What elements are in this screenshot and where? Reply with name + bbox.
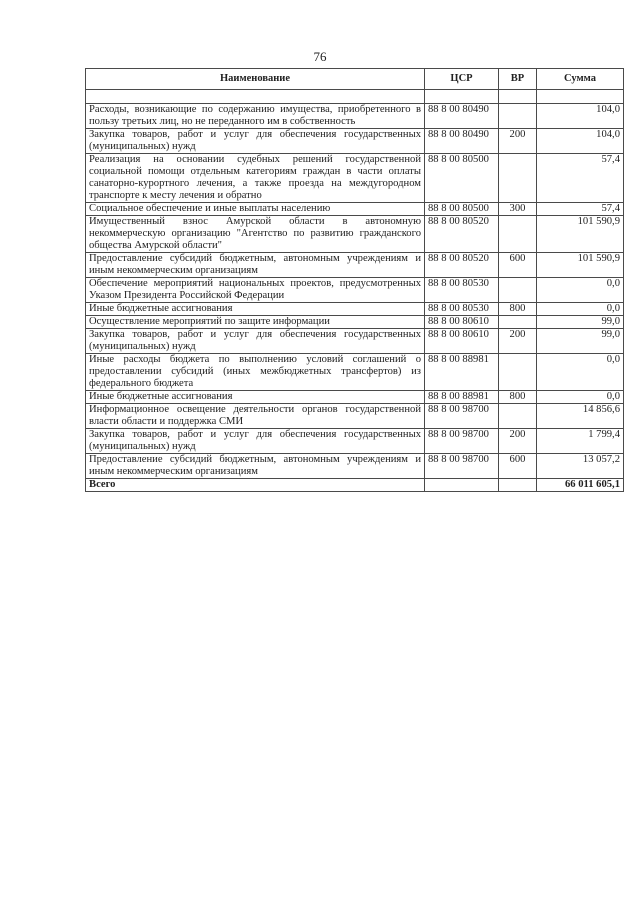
cell-csr: 88 8 00 80520 bbox=[425, 253, 499, 278]
cell-sum: 101 590,9 bbox=[537, 216, 624, 253]
cell-csr: 88 8 00 80520 bbox=[425, 216, 499, 253]
table-row bbox=[86, 391, 624, 404]
cell-name: Предоставление субсидий бюджетным, автономным учреждениям и иным некоммерческим организациям bbox=[86, 454, 425, 479]
cell-name: Расходы, возникающие по содержанию имущества, приобретенного в пользу третьих лиц, но не переданного им в собственность bbox=[86, 104, 425, 129]
cell-csr: 88 8 00 80500 bbox=[425, 154, 499, 203]
cell-vr bbox=[499, 316, 537, 329]
cell-vr bbox=[499, 216, 537, 253]
table-row bbox=[86, 129, 624, 154]
cell-vr: 200 bbox=[499, 329, 537, 354]
cell-csr: 88 8 00 98700 bbox=[425, 429, 499, 454]
cell-name: Социальное обеспечение и иные выплаты населению bbox=[86, 203, 425, 216]
cell-sum: 0,0 bbox=[537, 278, 624, 303]
cell-csr: 88 8 00 80530 bbox=[425, 303, 499, 316]
cell-vr: 600 bbox=[499, 454, 537, 479]
cell-sum: 57,4 bbox=[537, 154, 624, 203]
page-number: 76 bbox=[313, 49, 327, 64]
cell-name: Информационное освещение деятельности органов государственной власти области и поддержка СМИ bbox=[86, 404, 425, 429]
cell-vr: 600 bbox=[499, 253, 537, 278]
table-row bbox=[86, 104, 624, 129]
cell-name: Осуществление мероприятий по защите информации bbox=[86, 316, 425, 329]
cell-vr bbox=[499, 354, 537, 391]
cell-vr: 800 bbox=[499, 303, 537, 316]
cell-csr: 88 8 00 80490 bbox=[425, 129, 499, 154]
cell-vr: 200 bbox=[499, 429, 537, 454]
cell-name: Закупка товаров, работ и услуг для обеспечения государственных (муниципальных) нужд bbox=[86, 129, 425, 154]
table-row bbox=[86, 454, 624, 479]
table-row bbox=[86, 203, 624, 216]
cell-name: Закупка товаров, работ и услуг для обеспечения государственных (муниципальных) нужд bbox=[86, 329, 425, 354]
total-empty-cell bbox=[425, 479, 499, 492]
cell-vr bbox=[499, 104, 537, 129]
total-row bbox=[86, 479, 624, 492]
cell-name: Предоставление субсидий бюджетным, автономным учреждениям и иным некоммерческим организациям bbox=[86, 253, 425, 278]
total-empty-cell bbox=[499, 479, 537, 492]
cell-sum: 99,0 bbox=[537, 329, 624, 354]
cell-name: Иные бюджетные ассигнования bbox=[86, 391, 425, 404]
cell-sum: 101 590,9 bbox=[537, 253, 624, 278]
cell-sum: 99,0 bbox=[537, 316, 624, 329]
total-label: Всего bbox=[86, 479, 425, 492]
spacer-cell bbox=[499, 90, 537, 104]
cell-sum: 13 057,2 bbox=[537, 454, 624, 479]
table-row bbox=[86, 404, 624, 429]
table-row bbox=[86, 329, 624, 354]
spacer-cell bbox=[86, 90, 425, 104]
cell-sum: 1 799,4 bbox=[537, 429, 624, 454]
cell-csr: 88 8 00 80530 bbox=[425, 278, 499, 303]
cell-csr: 88 8 00 80610 bbox=[425, 329, 499, 354]
table-row bbox=[86, 253, 624, 278]
total-sum: 66 011 605,1 bbox=[537, 479, 624, 492]
header-csr: ЦСР bbox=[425, 69, 499, 90]
cell-name: Обеспечение мероприятий национальных проектов, предусмотренных Указом Президента Российской Федерации bbox=[86, 278, 425, 303]
cell-sum: 57,4 bbox=[537, 203, 624, 216]
cell-sum: 104,0 bbox=[537, 129, 624, 154]
cell-vr: 300 bbox=[499, 203, 537, 216]
cell-csr: 88 8 00 80610 bbox=[425, 316, 499, 329]
cell-vr: 200 bbox=[499, 129, 537, 154]
cell-vr bbox=[499, 154, 537, 203]
table-row bbox=[86, 429, 624, 454]
table-row bbox=[86, 316, 624, 329]
table-row bbox=[86, 278, 624, 303]
table-header-row bbox=[86, 69, 624, 90]
budget-table bbox=[85, 68, 624, 492]
table-row bbox=[86, 303, 624, 316]
spacer-row bbox=[86, 90, 624, 104]
cell-csr: 88 8 00 98700 bbox=[425, 454, 499, 479]
cell-csr: 88 8 00 98700 bbox=[425, 404, 499, 429]
table-row bbox=[86, 216, 624, 253]
cell-name: Имущественный взнос Амурской области в автономную некоммерческую организацию "Агентство по развитию гражданского общества Амурской области" bbox=[86, 216, 425, 253]
cell-name: Иные расходы бюджета по выполнению условий соглашений о предоставлении субсидий (иных межбюджетных трансфертов) из федерального бюджета bbox=[86, 354, 425, 391]
table-row bbox=[86, 354, 624, 391]
header-vr: ВР bbox=[499, 69, 537, 90]
cell-name: Реализация на основании судебных решений государственной социальной помощи отдельным категориям граждан в части оплаты санаторно-курортного лечения, а также проезда на междугородном транспорте к месту лечения и обратно bbox=[86, 154, 425, 203]
cell-sum: 0,0 bbox=[537, 391, 624, 404]
cell-csr: 88 8 00 88981 bbox=[425, 391, 499, 404]
cell-sum: 14 856,6 bbox=[537, 404, 624, 429]
cell-vr: 800 bbox=[499, 391, 537, 404]
header-sum: Сумма bbox=[537, 69, 624, 90]
cell-csr: 88 8 00 80490 bbox=[425, 104, 499, 129]
cell-vr bbox=[499, 278, 537, 303]
cell-vr bbox=[499, 404, 537, 429]
header-name: Наименование bbox=[86, 69, 425, 90]
cell-csr: 88 8 00 80500 bbox=[425, 203, 499, 216]
spacer-cell bbox=[425, 90, 499, 104]
cell-sum: 0,0 bbox=[537, 354, 624, 391]
cell-name: Иные бюджетные ассигнования bbox=[86, 303, 425, 316]
cell-sum: 104,0 bbox=[537, 104, 624, 129]
table-row bbox=[86, 154, 624, 203]
cell-csr: 88 8 00 88981 bbox=[425, 354, 499, 391]
cell-sum: 0,0 bbox=[537, 303, 624, 316]
cell-name: Закупка товаров, работ и услуг для обеспечения государственных (муниципальных) нужд bbox=[86, 429, 425, 454]
spacer-cell bbox=[537, 90, 624, 104]
